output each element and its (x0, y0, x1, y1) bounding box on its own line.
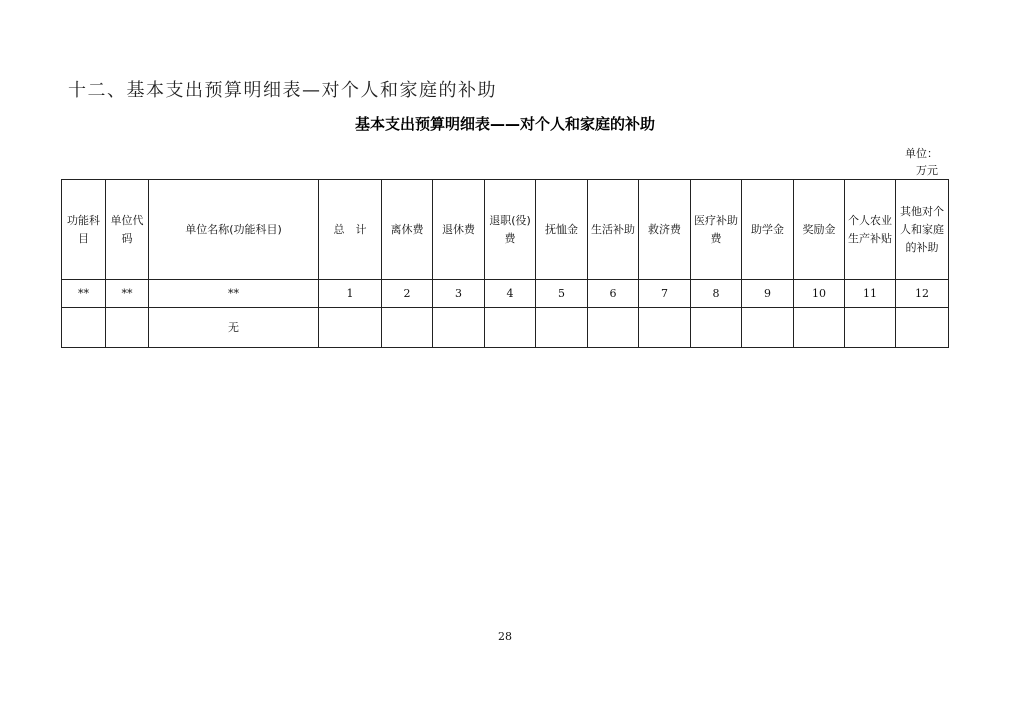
table-cell (485, 308, 536, 348)
table-cell (106, 308, 149, 348)
header-student-aid: 助学金 (742, 180, 794, 280)
table-cell (382, 308, 433, 348)
index-cell: ** (149, 280, 319, 308)
table-index-row (62, 280, 949, 308)
index-cell: 2 (382, 280, 433, 308)
table-cell (639, 308, 691, 348)
header-pension: 抚恤金 (536, 180, 588, 280)
table-cell (691, 308, 742, 348)
header-other-subsidy: 其他对个人和家庭的补助 (896, 180, 949, 280)
header-total: 总 计 (319, 180, 382, 280)
table-title: 基本支出预算明细表——对个人和家庭的补助 (354, 115, 655, 133)
table-cell (588, 308, 639, 348)
header-retirement-cadre: 离休费 (382, 180, 433, 280)
index-cell: 1 (319, 280, 382, 308)
section-heading: 十二、基本支出预算明细表—对个人和家庭的补助 (68, 80, 497, 101)
index-cell: 4 (485, 280, 536, 308)
header-unit-name: 单位名称(功能科目) (149, 180, 319, 280)
table-cell: 无 (149, 308, 319, 348)
unit-label-value: 万元 (916, 164, 938, 177)
header-reward: 奖励金 (794, 180, 845, 280)
table-cell (845, 308, 896, 348)
page-number: 28 (498, 630, 512, 643)
index-cell: 9 (742, 280, 794, 308)
header-relief: 救济费 (639, 180, 691, 280)
header-resignation: 退职(役)费 (485, 180, 536, 280)
header-retirement: 退休费 (433, 180, 485, 280)
table-cell (433, 308, 485, 348)
index-cell: 6 (588, 280, 639, 308)
table-cell (794, 308, 845, 348)
index-cell: 5 (536, 280, 588, 308)
index-cell: 3 (433, 280, 485, 308)
index-cell: 7 (639, 280, 691, 308)
index-cell: 8 (691, 280, 742, 308)
table-row (62, 308, 949, 348)
header-functional-subject: 功能科目 (62, 180, 106, 280)
table-cell (536, 308, 588, 348)
index-cell: 11 (845, 280, 896, 308)
table-cell (62, 308, 106, 348)
budget-table (61, 179, 949, 348)
index-cell: ** (106, 280, 149, 308)
table-cell (896, 308, 949, 348)
header-living-subsidy: 生活补助 (588, 180, 639, 280)
unit-label (905, 145, 938, 179)
index-cell: 12 (896, 280, 949, 308)
header-agri-subsidy: 个人农业生产补贴 (845, 180, 896, 280)
header-medical-subsidy: 医疗补助费 (691, 180, 742, 280)
table-cell (742, 308, 794, 348)
header-unit-code: 单位代码 (106, 180, 149, 280)
index-cell: ** (62, 280, 106, 308)
table-cell (319, 308, 382, 348)
index-cell: 10 (794, 280, 845, 308)
unit-label-prefix: 单位： (905, 147, 938, 160)
table-header-row (62, 180, 949, 280)
